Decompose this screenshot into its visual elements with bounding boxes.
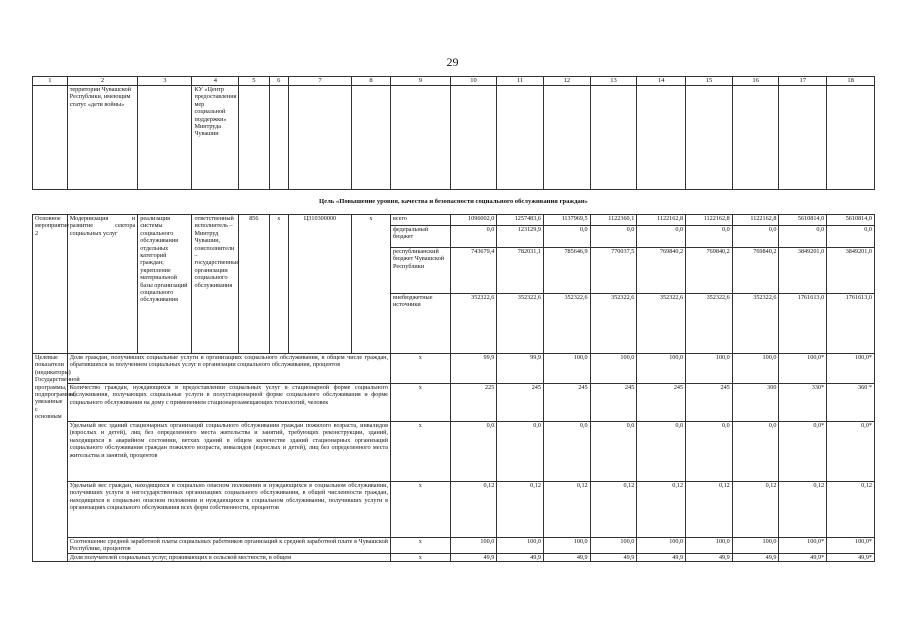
indicator-value: 49,9 — [590, 553, 637, 561]
funding-source: республиканский бюджет Чувашской Республики — [391, 248, 451, 294]
indicator-value: 245 — [637, 384, 686, 422]
indicator-value: 0,0 — [543, 422, 590, 482]
measure-executor: ответственный исполнитель – Минтруд Чувашии, соисполнители – государственные организации социального обслуживания — [192, 215, 239, 354]
header-cell: 8 — [351, 77, 390, 86]
indicator-value: 99,9 — [497, 354, 544, 384]
indicator-value: 49,9 — [732, 553, 779, 561]
indicator-text: Доля получателей социальных услуг, проживающих в сельской местности, в общем — [67, 553, 390, 561]
indicator-text: Доля граждан, получивших социальные услуги в организациях социального обслуживания, в общем числе граждан, обратившихся за получением социальных услуг в организации социального обслуживания, процентов — [67, 354, 390, 384]
indicator-value: 100,0 — [637, 538, 686, 554]
header-cell: 18 — [827, 77, 875, 86]
indicator-value: 100,0 — [543, 538, 590, 554]
header-row — [33, 77, 875, 86]
funding-value: 769840,2 — [686, 248, 733, 294]
funding-value: 0,0 — [686, 226, 733, 248]
indicator-value: 100,0 — [637, 354, 686, 384]
indicator-row — [33, 354, 875, 384]
indicator-value: 100,0 — [590, 538, 637, 554]
indicator-value: 225 — [450, 384, 497, 422]
funding-value: 1257483,6 — [497, 215, 544, 226]
funding-value: 3849201,0 — [779, 248, 827, 294]
indicator-value: 245 — [497, 384, 544, 422]
funding-value: 352322,6 — [590, 294, 637, 354]
indicator-value: 0,12 — [497, 482, 544, 538]
funding-value: 1122162,8 — [637, 215, 686, 226]
indicator-value: 49,9* — [827, 553, 875, 561]
funding-value: 1122162,8 — [732, 215, 779, 226]
funding-value: 0,0 — [779, 226, 827, 248]
indicator-value: 100,0 — [732, 538, 779, 554]
program-table — [32, 76, 875, 562]
funding-value: 3849201,0 — [827, 248, 875, 294]
funding-value: 769840,2 — [637, 248, 686, 294]
header-cell: 1 — [33, 77, 68, 86]
header-cell: 7 — [289, 77, 352, 86]
funding-value: 770037,5 — [590, 248, 637, 294]
indicator-value: 0,12 — [686, 482, 733, 538]
indicator-text: Соотношение средней заработной платы социальных работников организаций к средней заработной плате в Чувашской Республике, процентов — [67, 538, 390, 554]
goal-title: Цель «Повышение уровня, качества и безопасности социального обслуживания граждан» — [33, 190, 875, 215]
measure-name: Модернизация и развитие сектора социальных услуг — [67, 215, 138, 354]
header-cell: 15 — [686, 77, 733, 86]
funding-value: 0,0 — [827, 226, 875, 248]
indicator-row — [33, 422, 875, 482]
header-cell: 10 — [450, 77, 497, 86]
indicator-value: 49,9 — [450, 553, 497, 561]
indicator-value: 100,0* — [827, 538, 875, 554]
indicator-x: х — [391, 422, 451, 482]
indicator-value: 100,0 — [686, 538, 733, 554]
indicator-value: 360 * — [827, 384, 875, 422]
indicator-value: 49,9 — [543, 553, 590, 561]
funding-value: 352322,6 — [686, 294, 733, 354]
indicator-value: 0,12 — [543, 482, 590, 538]
funding-value: 0,0 — [590, 226, 637, 248]
indicator-value: 300 — [732, 384, 779, 422]
budget-code-c8: х — [351, 215, 390, 354]
header-cell: 14 — [637, 77, 686, 86]
header-cell: 13 — [590, 77, 637, 86]
indicator-x: х — [391, 384, 451, 422]
funding-value: 743679,4 — [450, 248, 497, 294]
funding-value: 1096002,0 — [450, 215, 497, 226]
funding-value: 782031,1 — [497, 248, 544, 294]
cell-territory: территории Чувашской Республики, имеющим статус «дети войны» — [67, 86, 138, 190]
funding-value: 5610814,0 — [779, 215, 827, 226]
funding-value: 1761613,0 — [827, 294, 875, 354]
indicator-value: 49,9 — [686, 553, 733, 561]
funding-value: 769840,2 — [732, 248, 779, 294]
indicator-value: 99,9 — [450, 354, 497, 384]
funding-value: 1122360,1 — [590, 215, 637, 226]
header-cell: 12 — [543, 77, 590, 86]
indicator-value: 245 — [686, 384, 733, 422]
funding-value: 123129,9 — [497, 226, 544, 248]
funding-value: 0,0 — [732, 226, 779, 248]
header-cell: 3 — [138, 77, 192, 86]
funding-value: 785646,9 — [543, 248, 590, 294]
header-cell: 6 — [269, 77, 289, 86]
measure-description: реализация системы социального обслуживания отдельных категорий граждан; укрепление материальной базы организаций социального обслуживания — [138, 215, 192, 354]
funding-source: внебюджетные источники — [391, 294, 451, 354]
funding-value: 1122162,8 — [686, 215, 733, 226]
funding-value: 5610814,0 — [827, 215, 875, 226]
funding-value: 1137969,5 — [543, 215, 590, 226]
indicator-value: 0,0 — [497, 422, 544, 482]
funding-value: 352322,6 — [543, 294, 590, 354]
indicator-value: 0,0 — [637, 422, 686, 482]
indicator-value: 0,0 — [450, 422, 497, 482]
budget-code-c6: х — [269, 215, 289, 354]
indicator-value: 100,0 — [543, 354, 590, 384]
indicator-value: 100,0 — [497, 538, 544, 554]
measure-label: Основное мероприятие 2 — [33, 215, 68, 354]
indicator-x: х — [391, 354, 451, 384]
indicator-value: 0,12 — [732, 482, 779, 538]
indicator-value: 0,12 — [779, 482, 827, 538]
indicator-x: х — [391, 553, 451, 561]
funding-source: федеральный бюджет — [391, 226, 451, 248]
funding-value: 352322,6 — [450, 294, 497, 354]
header-cell: 2 — [67, 77, 138, 86]
indicator-x: х — [391, 482, 451, 538]
indicators-label: Целевые показатели (индикаторы) Государственной программы, подпрограммы, увязанные с основным — [33, 354, 68, 562]
indicator-text: Удельный вес граждан, находящихся в социально опасном положении и нуждающихся в социальном обслуживании, получивших услуги в негосударственных организациях социального обслуживания, в общей численности граждан, находящихся в социально опасном положении и нуждающихся в социальном обслуживании, получивших услуги в организациях социального обслуживания всех форм собственности, процентов — [67, 482, 390, 538]
indicator-value: 0,12 — [827, 482, 875, 538]
table-row — [33, 86, 875, 190]
indicator-value: 0,12 — [450, 482, 497, 538]
indicator-value: 0,12 — [590, 482, 637, 538]
header-cell: 11 — [497, 77, 544, 86]
indicator-value: 49,9* — [779, 553, 827, 561]
indicator-x: х — [391, 538, 451, 554]
indicator-value: 100,0 — [450, 538, 497, 554]
header-cell: 4 — [192, 77, 239, 86]
indicator-row — [33, 553, 875, 561]
indicator-value: 100,0 — [732, 354, 779, 384]
cell-executor: КУ «Центр предоставления мер социальной поддержки» Минтруда Чувашии — [192, 86, 239, 190]
indicator-value: 0,12 — [637, 482, 686, 538]
budget-code-c5: 856 — [239, 215, 269, 354]
indicator-row — [33, 482, 875, 538]
header-cell: 17 — [779, 77, 827, 86]
funding-source: всего — [391, 215, 451, 226]
indicator-text: Удельный вес зданий стационарных организаций социального обслуживания граждан пожилого возраста, инвалидов (взрослых и детей), лиц без определенного места жительства и занятий, требующих реконструкции, зданий, находящихся в аварийном состоянии, ветхих зданий в общем количестве зданий стационарных организаций социального обслуживания граждан пожилого возраста, инвалидов (взрослых и детей), лиц без определенного места жительства и занятий, процентов — [67, 422, 390, 482]
indicator-row — [33, 384, 875, 422]
funding-value: 0,0 — [637, 226, 686, 248]
indicator-value: 100,0 — [590, 354, 637, 384]
indicator-value: 100,0* — [827, 354, 875, 384]
indicator-row — [33, 538, 875, 554]
budget-code-c7: Ц310300000 — [289, 215, 352, 354]
indicator-value: 0,0* — [827, 422, 875, 482]
goal-row — [33, 190, 875, 215]
funding-row — [33, 215, 875, 226]
indicator-value: 0,0 — [590, 422, 637, 482]
funding-value: 1761613,0 — [779, 294, 827, 354]
indicator-value: 245 — [543, 384, 590, 422]
indicator-value: 0,0 — [732, 422, 779, 482]
header-cell: 5 — [239, 77, 269, 86]
page-number: 29 — [446, 55, 459, 69]
indicator-value: 0,0 — [686, 422, 733, 482]
header-cell: 9 — [391, 77, 451, 86]
indicator-value: 245 — [590, 384, 637, 422]
funding-value: 0,0 — [543, 226, 590, 248]
funding-value: 352322,6 — [497, 294, 544, 354]
indicator-value: 100,0* — [779, 538, 827, 554]
funding-value: 352322,6 — [732, 294, 779, 354]
header-cell: 16 — [732, 77, 779, 86]
indicator-value: 330* — [779, 384, 827, 422]
funding-value: 0,0 — [450, 226, 497, 248]
indicator-text: Количество граждан, нуждающихся в предоставлении социальных услуг в стационарной форме социального обслуживания, получающих социальные услуги в полустационарной форме социального обслуживания и форме социального обслуживания на дому с применением стационарозамещающих технологий, человек — [67, 384, 390, 422]
indicator-value: 100,0* — [779, 354, 827, 384]
indicator-value: 0,0* — [779, 422, 827, 482]
funding-value: 352322,6 — [637, 294, 686, 354]
indicator-value: 49,9 — [637, 553, 686, 561]
indicator-value: 100,0 — [686, 354, 733, 384]
indicator-value: 49,9 — [497, 553, 544, 561]
